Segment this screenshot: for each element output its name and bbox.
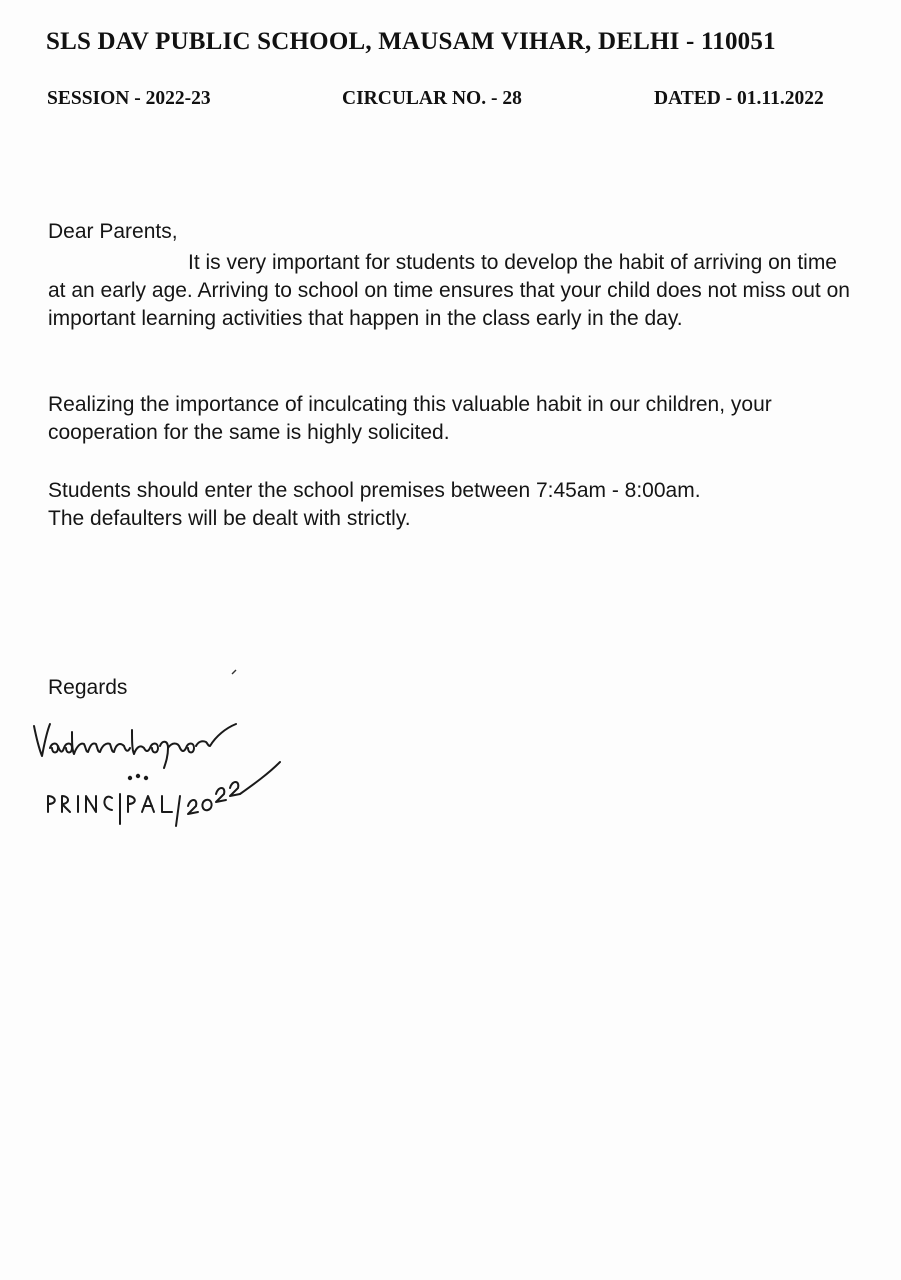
salutation: Dear Parents, xyxy=(48,220,178,243)
circular-number: CIRCULAR NO. - 28 xyxy=(342,88,522,109)
school-name: SLS DAV PUBLIC SCHOOL, MAUSAM VIHAR, DELHI - 110051 xyxy=(46,28,776,55)
circular-date: DATED - 01.11.2022 xyxy=(654,88,824,109)
stray-pen-mark xyxy=(231,669,237,675)
paragraph-arrival-habit-text: It is very important for students to develop the habit of arriving on time at an early age. Arriving to school on time ensures that your child does not miss out on important learning activities that happen in the class early in the day. xyxy=(48,251,850,330)
paragraph-timings xyxy=(48,477,858,533)
session-label: SESSION - 2022-23 xyxy=(47,88,211,109)
closing-regards: Regards xyxy=(48,676,128,699)
paragraph-cooperation: Realizing the importance of inculcating this valuable habit in our children, your cooperation for the same is highly solicited. xyxy=(48,393,772,444)
principal-signature xyxy=(28,712,288,832)
timings-line: Students should enter the school premises between 7:45am - 8:00am. xyxy=(48,479,701,502)
defaulters-line: The defaulters will be dealt with strictly. xyxy=(48,507,411,530)
paragraph-arrival-habit xyxy=(48,249,858,333)
